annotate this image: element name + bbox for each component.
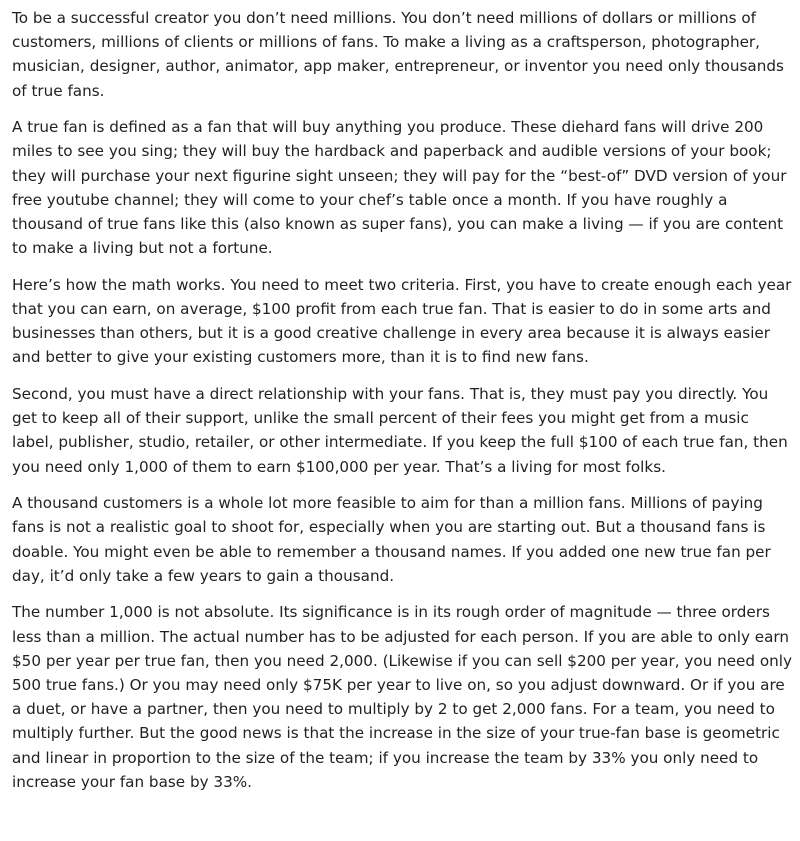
- paragraph-number-not-absolute: The number 1,000 is not absolute. Its significance is in its rough order of magnitude — three orders less than a million. The actual number has to be adjusted for each person. If you are able to only earn $50 per year per true fan, then you need 2,000. (Likewise if you can sell $200 per year, you need only 500 true fans.) Or you may need only $75K per year to live on, so you adjust downward. Or if you are a duet, or have a partner, then you need to multiply by 2 to get 2,000 fans. For a team, you need to multiply further. But the good news is that the increase in the size of your true-fan base is geometric and linear in proportion to the size of the team; if you increase the team by 33% you only need to increase your fan base by 33%.: [12, 603, 792, 791]
- paragraph-intro: To be a successful creator you don’t need millions. You don’t need millions of dollars or millions of customers, millions of clients or millions of fans. To make a living as a craftsperson, photographer, musician, designer, author, animator, app maker, entrepreneur, or inventor you need only thousands of true fans.: [12, 9, 784, 100]
- paragraph-direct-relationship: Second, you must have a direct relationship with your fans. That is, they must pay you directly. You get to keep all of their support, unlike the small percent of their fees you might get from a music label, publisher, studio, retailer, or other intermediate. If you keep the full $100 of each true fan, then you need only 1,000 of them to earn $100,000 per year. That’s a living for most folks.: [12, 385, 788, 476]
- paragraph-thousand-customers: A thousand customers is a whole lot more feasible to aim for than a million fans. Millions of paying fans is not a realistic goal to shoot for, especially when you are starting out. But a thousand fans is doable. You might even be able to remember a thousand names. If you added one new true fan per day, it’d only take a few years to gain a thousand.: [12, 494, 771, 585]
- paragraph-true-fan-definition: A true fan is defined as a fan that will buy anything you produce. These diehard fans will drive 200 miles to see you sing; they will buy the hardback and paperback and audible versions of your book; they will purchase your next figurine sight unseen; they will pay for the “best-of” DVD version of your free youtube channel; they will come to your chef’s table once a month. If you have roughly a thousand of true fans like this (also known as super fans), you can make a living — if you are content to make a living but not a fortune.: [12, 118, 787, 258]
- paragraph-math-criteria: Here’s how the math works. You need to meet two criteria. First, you have to create enough each year that you can earn, on average, $100 profit from each true fan. That is easier to do in some arts and businesses than others, but it is a good creative challenge in every area because it is always easier and better to give your existing customers more, than it is to find new fans.: [12, 275, 792, 367]
